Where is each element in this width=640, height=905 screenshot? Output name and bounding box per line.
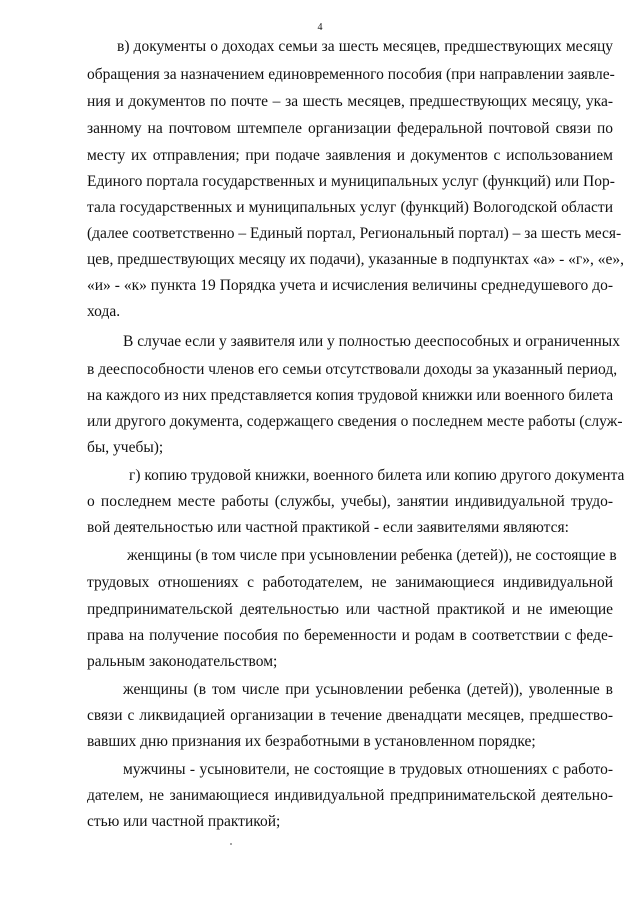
text-line: месту их отправления; при подаче заявления и документов с использованием [87, 147, 613, 164]
text-line: ральным законодательством; [87, 653, 278, 670]
text-line: права на получение пособия по беременности и родам в соответствии с феде- [87, 627, 613, 644]
text-line: вавших дню признания их безработными в установленном порядке; [87, 733, 536, 750]
text-line: женщины (в том числе при усыновлении ребенка (детей)), уволенные в [123, 681, 613, 698]
text-line: дателем, не занимающиеся индивидуальной предпринимательской деятельно- [87, 787, 613, 804]
text-line: хода. [87, 303, 121, 320]
text-line: цев, предшествующих месяцу их подачи), указанные в подпунктах «а» - «г», «е», [87, 251, 624, 268]
text-line: обращения за назначением единовременного пособия (при направлении заявле- [87, 66, 615, 83]
text-line: тала государственных и муниципальных услуг (функций) Вологодской области [87, 199, 613, 216]
text-line: бы, учебы); [87, 439, 164, 456]
text-line: мужчины - усыновители, не состоящие в трудовых отношениях с работо- [123, 761, 613, 778]
scan-speck [230, 843, 232, 845]
text-line: в) документы о доходах семьи за шесть месяцев, предшествующих месяцу [117, 38, 613, 55]
page-number: 4 [317, 22, 323, 33]
text-line: или другого документа, содержащего сведения о последнем месте работы (служ- [87, 413, 623, 430]
text-line: предпринимательской деятельностью или частной практикой и не имеющие [87, 601, 613, 618]
text-line: Единого портала государственных и муниципальных услуг (функций) или Пор- [87, 173, 615, 190]
text-line: женщины (в том числе при усыновлении ребенка (детей)), не состоящие в [127, 547, 617, 564]
text-line: трудовых отношениях с работодателем, не занимающиеся индивидуальной [87, 574, 613, 591]
text-line: (далее соответственно – Единый портал, Региональный портал) – за шесть меся- [87, 225, 622, 242]
text-line: связи с ликвидацией организации в течение двенадцати месяцев, предшество- [87, 707, 613, 724]
text-line: В случае если у заявителя или у полностью дееспособных и ограниченных [123, 333, 620, 350]
text-line: ния и документов по почте – за шесть месяцев, предшествующих месяцу, ука- [87, 93, 613, 110]
text-line: занному на почтовом штемпеле организации федеральной почтовой связи по [87, 120, 613, 137]
text-line: г) копию трудовой книжки, военного билета или копию другого документа [129, 467, 625, 484]
text-line: в дееспособности членов его семьи отсутствовали доходы за указанный период, [87, 361, 618, 378]
text-line: вой деятельностью или частной практикой - если заявителями являются: [87, 519, 569, 536]
text-line: стью или частной практикой; [87, 813, 281, 830]
text-line: о последнем месте работы (службы, учебы), занятии индивидуальной трудо- [87, 493, 613, 510]
text-line: «и» - «к» пункта 19 Порядка учета и исчисления величины среднедушевого до- [87, 277, 613, 294]
text-line: на каждого из них представляется копия трудовой книжки или военного билета [87, 387, 614, 404]
